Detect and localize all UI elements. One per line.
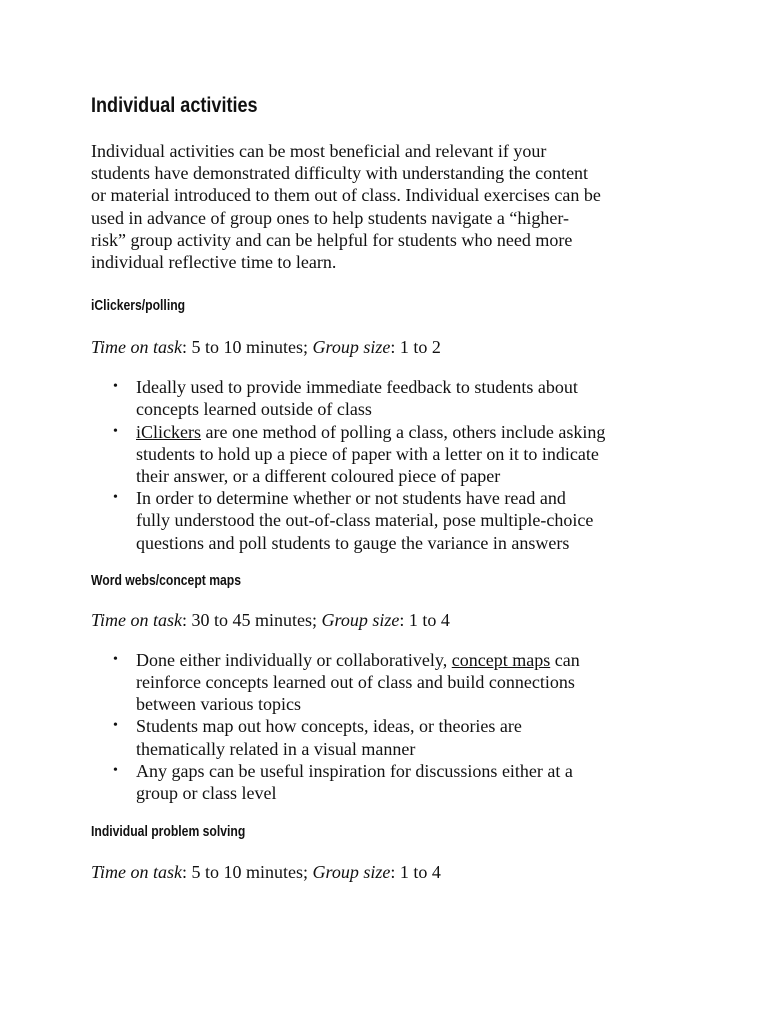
list-item-line: Students map out how concepts, ideas, or theories are xyxy=(136,716,522,737)
time-on-task-label: Time on task xyxy=(91,862,183,883)
list-item-line: concepts learned outside of class xyxy=(136,399,372,420)
time-on-task-label: Time on task xyxy=(91,337,183,358)
time-on-task-value: : 5 to 10 minutes; xyxy=(182,337,313,358)
iclickers-link[interactable]: iClickers xyxy=(136,421,201,442)
group-size-value: : 1 to 4 xyxy=(399,609,450,630)
list-item xyxy=(91,487,691,554)
time-on-task-line xyxy=(91,608,691,632)
bullet-list xyxy=(91,376,691,554)
list-item xyxy=(91,649,691,716)
time-on-task-label: Time on task xyxy=(91,609,183,630)
list-item xyxy=(91,715,691,759)
bullet-icon: • xyxy=(113,379,118,395)
intro-line: risk” group activity and can be helpful for students who need more xyxy=(91,229,573,250)
list-item-line xyxy=(136,649,691,671)
list-item-line: questions and poll students to gauge the variance in answers xyxy=(136,532,570,553)
list-item-line xyxy=(136,421,691,443)
page-title: Individual activities xyxy=(91,94,258,117)
list-item-text: Done either individually or collaboratively, xyxy=(136,649,452,670)
list-item xyxy=(91,376,691,420)
intro-line: used in advance of group ones to help students navigate a “higher- xyxy=(91,207,569,228)
list-item-line: Any gaps can be useful inspiration for discussions either at a xyxy=(136,760,573,781)
bullet-icon: • xyxy=(113,762,118,778)
group-size-label: Group size xyxy=(321,609,400,630)
group-size-value: : 1 to 4 xyxy=(390,862,441,883)
list-item-line: group or class level xyxy=(136,783,277,804)
time-on-task-value: : 5 to 10 minutes; xyxy=(182,862,313,883)
list-item-line: fully understood the out-of-class material, pose multiple-choice xyxy=(136,510,594,531)
time-on-task-line xyxy=(91,335,691,359)
list-item-line: reinforce concepts learned out of class and build connections xyxy=(136,672,575,693)
group-size-label: Group size xyxy=(312,337,391,358)
list-item-text: are one method of polling a class, others include asking xyxy=(201,421,606,442)
bullet-icon: • xyxy=(113,490,118,506)
time-on-task-value: : 30 to 45 minutes; xyxy=(182,609,322,630)
list-item xyxy=(91,421,691,488)
list-item-line: their answer, or a different coloured piece of paper xyxy=(136,466,501,487)
concept-maps-link[interactable]: concept maps xyxy=(451,649,551,670)
bullet-icon: • xyxy=(113,423,118,439)
list-item-line: Ideally used to provide immediate feedback to students about xyxy=(136,377,578,398)
bullet-icon: • xyxy=(113,718,118,734)
group-size-label: Group size xyxy=(312,862,391,883)
list-item-line: thematically related in a visual manner xyxy=(136,738,416,759)
intro-line: individual reflective time to learn. xyxy=(91,252,337,273)
section-heading-iclickers: iClickers/polling xyxy=(91,298,186,315)
section-heading-problem-solving: Individual problem solving xyxy=(91,824,246,841)
list-item-line: students to hold up a piece of paper with a letter on it to indicate xyxy=(136,443,599,464)
intro-line: Individual activities can be most beneficial and relevant if your xyxy=(91,141,547,161)
bullet-icon: • xyxy=(113,651,118,667)
intro-paragraph xyxy=(91,140,691,273)
list-item xyxy=(91,760,691,804)
document-page xyxy=(91,92,691,884)
group-size-value: : 1 to 2 xyxy=(390,337,441,358)
list-item-text: can xyxy=(550,649,580,670)
time-on-task-line xyxy=(91,860,691,884)
intro-line: students have demonstrated difficulty with understanding the content xyxy=(91,163,589,184)
bullet-list xyxy=(91,649,691,804)
intro-line: or material introduced to them out of class. Individual exercises can be xyxy=(91,185,601,206)
section-heading-word-webs: Word webs/concept maps xyxy=(91,572,242,589)
list-item-line: In order to determine whether or not students have read and xyxy=(136,488,566,509)
list-item-line: between various topics xyxy=(136,694,301,715)
